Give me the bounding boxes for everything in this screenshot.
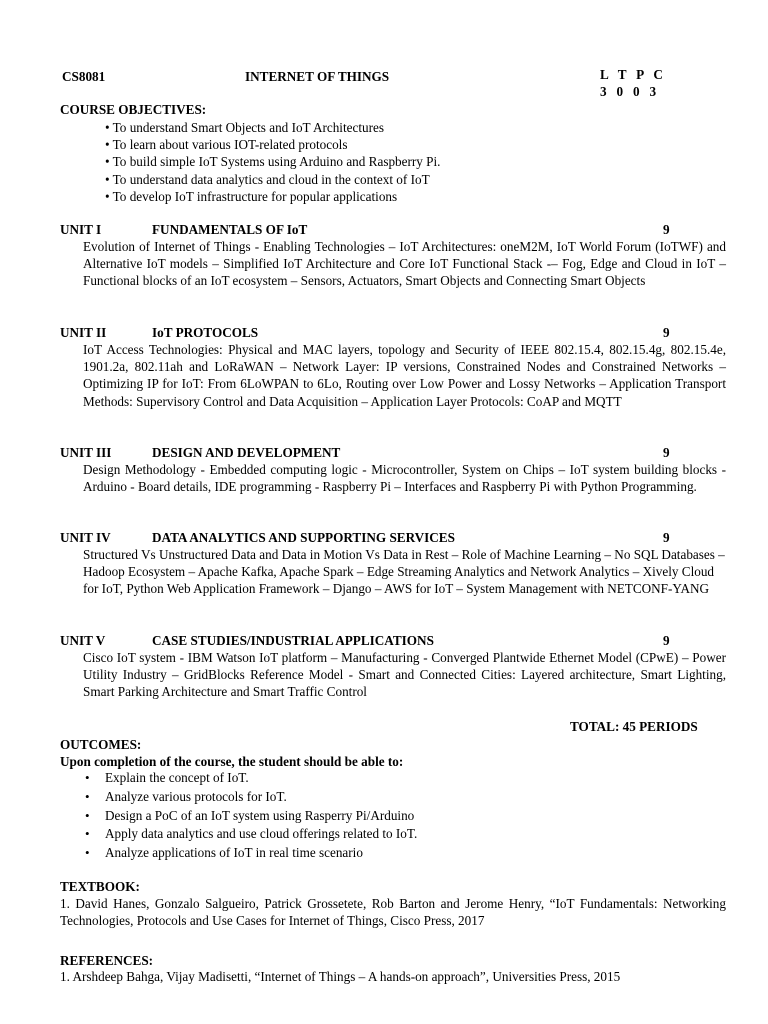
textbook-entry: 1. David Hanes, Gonzalo Salgueiro, Patrick Grossetete, Rob Barton and Jerome Henry, “IoT Fundamentals: Networking Technologies, Protocols and Use Cases for Internet of Things, Cisco Press, 2017 [60, 896, 726, 929]
unit-title: DATA ANALYTICS AND SUPPORTING SERVICES [152, 530, 455, 545]
objectives-list [105, 119, 440, 205]
unit-label: UNIT I [60, 222, 102, 237]
course-code: CS8081 [62, 69, 106, 84]
outcomes-intro: Upon completion of the course, the student should be able to: [60, 754, 404, 769]
unit-body: Cisco IoT system - IBM Watson IoT platform – Manufacturing - Converged Plantwide Ethernet Model (CPwE) – Power Utility Industry – GridBlocks Reference Model - Smart and Connected Cities: Layered architecture, Smart Lighting, Smart Parking Architecture and Smart Traffic Control [83, 650, 726, 700]
unit-body: Design Methodology - Embedded computing logic - Microcontroller, System on Chips – IoT system building blocks - Arduino - Board details, IDE programming - Raspberry Pi – Interfaces and Raspberry Pi with Python Programming. [83, 462, 726, 495]
outcomes-heading: OUTCOMES: [60, 737, 142, 752]
objective-item: • To build simple IoT Systems using Arduino and Raspberry Pi. [105, 154, 441, 170]
unit-body: Evolution of Internet of Things - Enabling Technologies – IoT Architectures: oneM2M, IoT World Forum (IoTWF) and Alternative IoT models – Simplified IoT Architecture and Core IoT Functional Stack -– Fog, Edge and Cloud in IoT – Functional blocks of an IoT ecosystem – Sensors, Actuators, Smart Objects and Connecting Smart Objects [83, 239, 726, 289]
references-entry: 1. Arshdeep Bahga, Vijay Madisetti, “Internet of Things – A hands-on approach”, Universities Press, 2015 [60, 969, 621, 984]
unit-title: CASE STUDIES/INDUSTRIAL APPLICATIONS [152, 633, 434, 648]
outcome-item: • Explain the concept of IoT. [83, 769, 417, 788]
unit-periods: 9 [663, 222, 670, 237]
outcomes-list [83, 769, 417, 863]
objective-item: • To understand data analytics and cloud in the context of IoT [105, 171, 430, 187]
unit-label: UNIT IV [60, 530, 111, 545]
ltpc-values: 3 0 0 3 [600, 84, 657, 99]
unit-body: Structured Vs Unstructured Data and Data in Motion Vs Data in Rest – Role of Machine Learning – No SQL Databases – Hadoop Ecosystem – Apache Kafka, Apache Spark – Edge Streaming Analytics and Network Analytics – Xively Cloud for IoT, Python Web Application Framework – Django – AWS for IoT – System Management with NETCONF-YANG [83, 547, 725, 597]
outcome-item: • Apply data analytics and use cloud offerings related to IoT. [83, 825, 417, 844]
outcome-item: • Analyze applications of IoT in real time scenario [83, 844, 417, 863]
unit-title: IoT PROTOCOLS [152, 325, 259, 340]
unit-title: FUNDAMENTALS OF IoT [152, 222, 308, 237]
unit-body: IoT Access Technologies: Physical and MAC layers, topology and Security of IEEE 802.15.4, 802.15.4g, 802.15.4e, 1901.2a, 802.11ah and LoRaWAN – Network Layer: IP versions, Constrained Nodes and Constrained Networks – Optimizing IP for IoT: From 6LoWPAN to 6Lo, Routing over Low Power and Lossy Networks – Application Transport Methods: Supervisory Control and Data Acquisition – Application Layer Protocols: CoAP and MQTT [83, 342, 726, 409]
unit-label: UNIT II [60, 325, 107, 340]
ltpc-labels: L T P C [600, 67, 663, 82]
total-periods: TOTAL: 45 PERIODS [570, 719, 698, 734]
unit-periods: 9 [663, 530, 670, 545]
unit-periods: 9 [663, 325, 670, 340]
objectives-heading: COURSE OBJECTIVES: [60, 102, 207, 117]
unit-periods: 9 [663, 445, 670, 460]
textbook-heading: TEXTBOOK: [60, 879, 140, 894]
unit-periods: 9 [663, 633, 670, 648]
objective-item: • To understand Smart Objects and IoT Architectures [105, 120, 384, 135]
course-title: INTERNET OF THINGS [245, 69, 390, 84]
objective-item: • To learn about various IOT-related protocols [105, 137, 348, 153]
objective-item: • To develop IoT infrastructure for popular applications [105, 188, 398, 204]
references-heading: REFERENCES: [60, 953, 154, 968]
unit-label: UNIT V [60, 633, 106, 648]
outcome-item: • Analyze various protocols for IoT. [83, 788, 417, 807]
unit-label: UNIT III [60, 445, 112, 460]
unit-title: DESIGN AND DEVELOPMENT [152, 445, 341, 460]
outcome-item: • Design a PoC of an IoT system using Rasperry Pi/Arduino [83, 807, 417, 826]
